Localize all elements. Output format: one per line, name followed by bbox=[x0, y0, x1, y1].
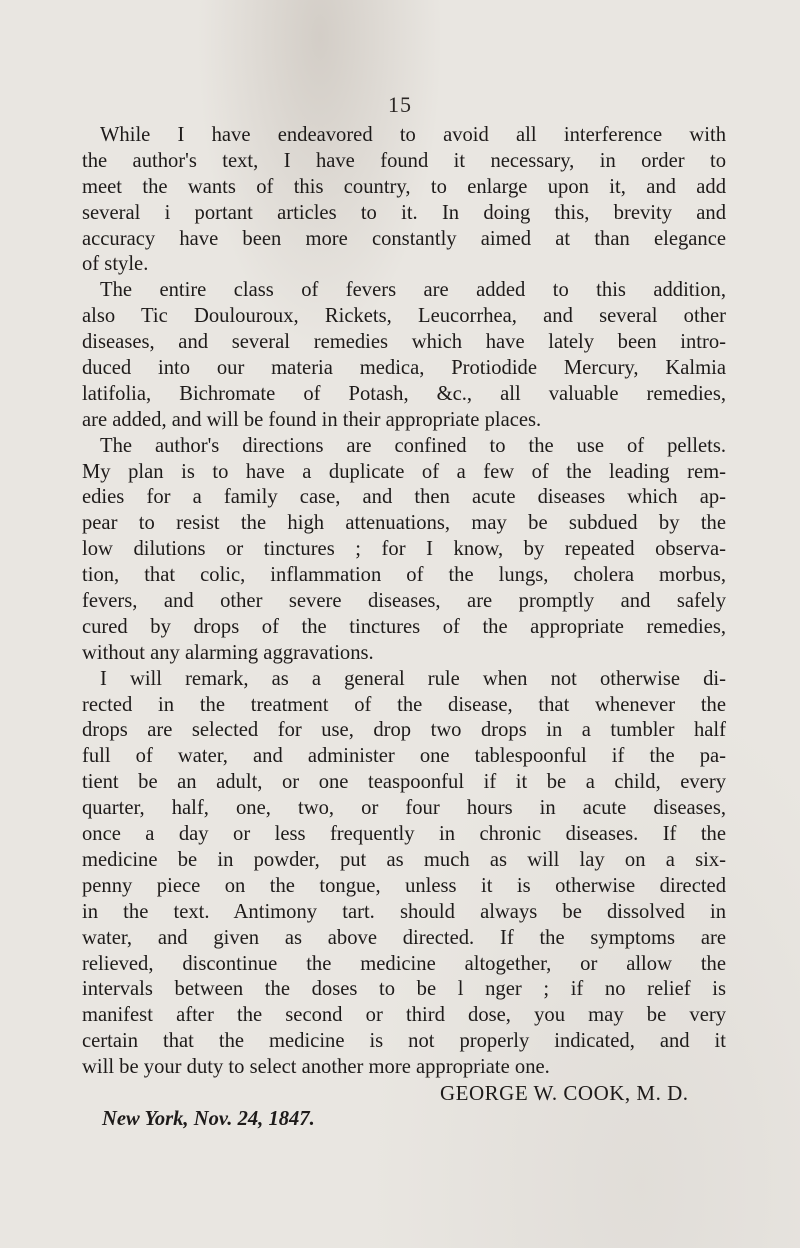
paragraph-3 bbox=[82, 434, 726, 667]
text-line: are added, and will be found in their appropriate places. bbox=[82, 408, 542, 431]
dateline: New York, Nov. 24, 1847. bbox=[102, 1107, 315, 1130]
text-line: cured by drops of the tinctures of the appropriate remedies, bbox=[82, 615, 726, 638]
text-line: penny piece on the tongue, unless it is otherwise directed bbox=[82, 874, 726, 897]
text-line: diseases, and several remedies which have lately been intro- bbox=[82, 331, 726, 354]
text-line: latifolia, Bichromate of Potash, &c., all valuable remedies, bbox=[82, 382, 726, 405]
preface-text bbox=[82, 123, 726, 1133]
text-line: The author's directions are confined to the use of pellets. bbox=[100, 434, 726, 457]
text-line: duced into our materia medica, Protiodide Mercury, Kalmia bbox=[82, 357, 726, 380]
text-line: water, and given as above directed. If the symptoms are bbox=[82, 926, 726, 949]
text-line: meet the wants of this country, to enlarge upon it, and add bbox=[82, 175, 726, 198]
text-line: My plan is to have a duplicate of a few of the leading rem- bbox=[82, 460, 726, 483]
text-line: of style. bbox=[82, 253, 149, 276]
text-line: rected in the treatment of the disease, that whenever the bbox=[82, 693, 726, 716]
text-line: full of water, and administer one tablespoonful if the pa- bbox=[82, 745, 726, 768]
text-line: I will remark, as a general rule when not otherwise di- bbox=[100, 667, 726, 690]
text-line: several i portant articles to it. In doing this, brevity and bbox=[82, 201, 726, 224]
text-line: will be your duty to select another more appropriate one. bbox=[82, 1056, 550, 1079]
text-line: relieved, discontinue the medicine altogether, or allow the bbox=[82, 952, 726, 975]
paragraph-1 bbox=[82, 123, 726, 278]
text-line: pear to resist the high attenuations, may be subdued by the bbox=[82, 512, 726, 535]
text-line: tient be an adult, or one teaspoonful if it be a child, every bbox=[82, 771, 726, 794]
page-number: 15 bbox=[388, 92, 412, 117]
text-line: certain that the medicine is not properly indicated, and it bbox=[82, 1030, 726, 1053]
text-line: quarter, half, one, two, or four hours in acute diseases, bbox=[82, 797, 726, 820]
text-line: fevers, and other severe diseases, are promptly and safely bbox=[82, 590, 726, 613]
text-line: without any alarming aggravations. bbox=[82, 641, 374, 664]
text-line: also Tic Doulouroux, Rickets, Leucorrhea, and several other bbox=[82, 305, 726, 328]
text-line: tion, that colic, inflammation of the lungs, cholera morbus, bbox=[82, 564, 726, 587]
text-line: manifest after the second or third dose, you may be very bbox=[82, 1004, 726, 1027]
text-line: intervals between the doses to be l nger ; if no relief is bbox=[82, 978, 726, 1001]
text-line: medicine be in powder, put as much as will lay on a six- bbox=[82, 848, 726, 871]
text-line: accuracy have been more constantly aimed at than elegance bbox=[82, 227, 726, 250]
text-line: drops are selected for use, drop two drops in a tumbler half bbox=[82, 719, 726, 742]
paragraph-4 bbox=[82, 667, 726, 1081]
text-line: The entire class of fevers are added to this addition, bbox=[100, 279, 726, 302]
text-line: the author's text, I have found it necessary, in order to bbox=[82, 149, 726, 172]
text-line: While I have endeavored to avoid all interference with bbox=[100, 124, 726, 146]
text-line: in the text. Antimony tart. should always be dissolved in bbox=[82, 900, 726, 923]
text-line: low dilutions or tinctures ; for I know, by repeated observa- bbox=[82, 538, 726, 561]
paragraph-2 bbox=[82, 278, 726, 433]
author-signature: GEORGE W. COOK, M. D. bbox=[440, 1080, 689, 1105]
text-line: edies for a family case, and then acute diseases which ap- bbox=[82, 486, 726, 509]
text-line: once a day or less frequently in chronic diseases. If the bbox=[82, 823, 726, 846]
